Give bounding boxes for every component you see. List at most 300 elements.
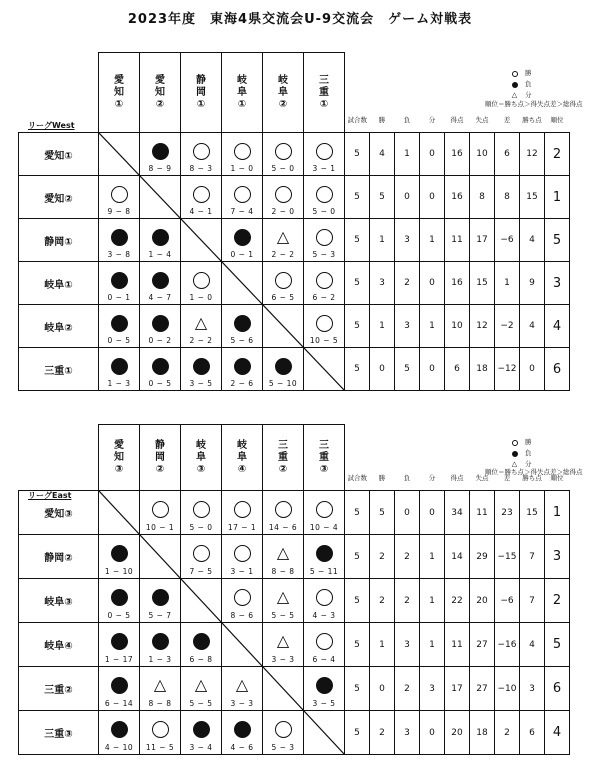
match-score: 10 − 5 — [309, 336, 339, 345]
league-title-east: リーグEast — [28, 491, 72, 500]
match-cell — [263, 491, 304, 535]
diagonal-stroke — [222, 262, 263, 305]
stat-header: 勝ち点 — [522, 116, 542, 124]
win-circle-icon — [316, 501, 333, 518]
stat-header: 得点 — [450, 116, 464, 124]
win-circle-icon — [275, 501, 292, 518]
column-header-team — [181, 425, 222, 491]
match-score: 1 − 0 — [189, 293, 213, 302]
stat-header: 順位 — [550, 116, 564, 124]
stat-cell: 10 — [445, 305, 470, 348]
diagonal-stroke — [263, 305, 304, 348]
match-score: 4 − 1 — [189, 207, 213, 216]
match-cell — [99, 305, 140, 348]
match-cell — [181, 262, 222, 305]
win-circle-icon — [193, 545, 210, 562]
diagonal-line — [263, 667, 304, 711]
stat-cell: 0 — [395, 176, 420, 219]
match-cell — [263, 623, 304, 667]
stat-cell: 15 — [520, 176, 545, 219]
column-header-team — [99, 53, 140, 133]
column-header-char: ① — [319, 98, 329, 110]
stat-cell: 7 — [520, 579, 545, 623]
match-score: 2 − 0 — [271, 207, 295, 216]
loss-dot-icon — [152, 358, 169, 375]
match-cell — [222, 535, 263, 579]
match-cell — [304, 535, 345, 579]
row-team-label: 三重③ — [19, 711, 99, 755]
stat-cell: 2 — [395, 535, 420, 579]
column-header-team — [222, 425, 263, 491]
rank-cell: 6 — [545, 667, 570, 711]
match-score: 5 − 7 — [148, 611, 172, 620]
diagonal-stroke — [140, 535, 181, 579]
stat-cell: 12 — [520, 133, 545, 176]
stat-header: 負 — [403, 116, 411, 124]
match-cell — [140, 262, 181, 305]
match-cell — [99, 579, 140, 623]
self-match-cell — [140, 535, 181, 579]
match-score: 5 − 0 — [312, 207, 336, 216]
diagonal-line — [181, 579, 222, 623]
match-cell — [181, 133, 222, 176]
stat-cell: 12 — [470, 305, 495, 348]
table-row — [19, 623, 570, 667]
stat-header: 負 — [403, 474, 411, 482]
match-score: 8 − 9 — [148, 164, 172, 173]
match-score: 5 − 0 — [271, 164, 295, 173]
stat-cell: 6 — [445, 348, 470, 391]
match-cell — [263, 535, 304, 579]
diagonal-line — [222, 262, 263, 305]
diagonal-stroke — [181, 579, 222, 623]
win-circle-icon — [152, 721, 169, 738]
match-score: 10 − 4 — [309, 523, 339, 532]
column-header-char: 岡 — [155, 451, 165, 463]
stat-cell: 17 — [445, 667, 470, 711]
stat-cell: 0 — [420, 133, 445, 176]
match-cell — [181, 711, 222, 755]
stat-header: 勝 — [378, 116, 386, 124]
match-cell — [140, 305, 181, 348]
loss-dot-icon — [234, 229, 251, 246]
match-cell — [181, 176, 222, 219]
match-cell — [222, 305, 263, 348]
match-score: 3 − 8 — [107, 250, 131, 259]
stat-cell: 4 — [520, 623, 545, 667]
match-cell — [181, 535, 222, 579]
stat-cell: 18 — [470, 348, 495, 391]
stat-cell: 5 — [345, 711, 370, 755]
column-header-char: 知 — [114, 86, 124, 98]
loss-dot-icon — [111, 633, 128, 650]
match-score: 5 − 3 — [271, 743, 295, 752]
legend-loss-label: 負 — [525, 449, 532, 457]
stat-cell: 0 — [370, 348, 395, 391]
draw-triangle-icon: △ — [153, 675, 167, 694]
match-cell — [99, 667, 140, 711]
self-match-cell — [99, 133, 140, 176]
match-score: 3 − 1 — [312, 164, 336, 173]
loss-dot-icon — [111, 589, 128, 606]
match-score: 14 − 6 — [268, 523, 298, 532]
stat-header: 得点 — [450, 474, 464, 482]
stat-header: 失点 — [475, 116, 489, 124]
win-circle-icon — [316, 272, 333, 289]
stat-cell: 27 — [470, 623, 495, 667]
table-row — [19, 491, 570, 535]
win-circle-icon — [275, 186, 292, 203]
stat-cell: 1 — [420, 579, 445, 623]
match-cell — [181, 491, 222, 535]
rank-cell: 5 — [545, 623, 570, 667]
table-row — [19, 579, 570, 623]
win-circle-icon — [316, 633, 333, 650]
stat-cell: 15 — [520, 491, 545, 535]
loss-dot-icon — [111, 229, 128, 246]
match-score: 0 − 1 — [107, 293, 131, 302]
stat-cell: 0 — [420, 176, 445, 219]
column-header-char: 岐 — [278, 74, 288, 86]
loss-dot-icon — [152, 229, 169, 246]
match-cell — [222, 348, 263, 391]
stat-cell: 0 — [520, 348, 545, 391]
diagonal-line — [304, 348, 345, 391]
match-cell — [222, 579, 263, 623]
stat-cell: −6 — [495, 219, 520, 262]
stat-cell: 6 — [520, 711, 545, 755]
win-circle-icon — [234, 545, 251, 562]
draw-triangle-icon: △ — [276, 631, 290, 650]
draw-triangle-icon: △ — [276, 543, 290, 562]
self-match-cell — [99, 491, 140, 535]
league-table-west — [18, 52, 570, 391]
stat-cell: 11 — [445, 219, 470, 262]
column-header-char: ③ — [114, 463, 124, 475]
match-cell — [140, 579, 181, 623]
match-score: 9 − 8 — [107, 207, 131, 216]
draw-triangle-icon: △ — [511, 91, 518, 99]
match-score: 6 − 14 — [104, 699, 134, 708]
column-header-char: 静 — [155, 439, 165, 451]
match-score: 1 − 4 — [148, 250, 172, 259]
column-header-team — [304, 53, 345, 133]
column-header-team — [304, 425, 345, 491]
match-score: 5 − 3 — [312, 250, 336, 259]
loss-dot-icon — [234, 315, 251, 332]
stat-cell: 0 — [420, 711, 445, 755]
draw-triangle-icon: △ — [511, 460, 518, 468]
stat-cell: 1 — [420, 219, 445, 262]
self-match-cell — [181, 219, 222, 262]
stat-cell: 1 — [420, 535, 445, 579]
diagonal-stroke — [99, 491, 140, 535]
match-cell — [99, 535, 140, 579]
stat-cell: 2 — [495, 711, 520, 755]
column-header-char: ② — [155, 463, 165, 475]
self-match-cell — [304, 348, 345, 391]
match-score: 0 − 5 — [107, 611, 131, 620]
loss-dot-icon — [316, 545, 333, 562]
match-cell — [140, 623, 181, 667]
row-team-label: 岐阜③ — [19, 579, 99, 623]
match-cell — [99, 262, 140, 305]
win-circle-icon — [193, 272, 210, 289]
match-score: 11 − 5 — [145, 743, 175, 752]
draw-triangle-icon: △ — [276, 587, 290, 606]
stat-cell: 5 — [345, 535, 370, 579]
loss-dot-icon — [275, 358, 292, 375]
match-cell — [140, 711, 181, 755]
match-cell — [140, 219, 181, 262]
row-team-label: 三重② — [19, 667, 99, 711]
match-score: 3 − 3 — [271, 655, 295, 664]
stat-cell: 0 — [420, 262, 445, 305]
legend-win-label: 勝 — [525, 438, 532, 446]
stat-cell: 1 — [495, 262, 520, 305]
column-header-char: 三 — [278, 439, 288, 451]
stat-cell: −2 — [495, 305, 520, 348]
self-match-cell — [263, 667, 304, 711]
stat-header: 試合数 — [347, 474, 367, 482]
rank-cell: 3 — [545, 535, 570, 579]
column-header-char: 三 — [319, 439, 329, 451]
column-header-char: ① — [114, 98, 124, 110]
row-team-label: 静岡② — [19, 535, 99, 579]
table-row — [19, 176, 570, 219]
win-circle-icon — [234, 143, 251, 160]
diagonal-stroke — [304, 711, 345, 755]
corner-cell — [19, 425, 99, 491]
table-row — [19, 133, 570, 176]
match-cell — [222, 219, 263, 262]
row-team-label: 静岡① — [19, 219, 99, 262]
loss-dot-icon — [111, 315, 128, 332]
match-score: 8 − 3 — [189, 164, 213, 173]
stat-cell: 4 — [370, 133, 395, 176]
match-score: 8 − 8 — [271, 567, 295, 576]
stat-cell: 4 — [520, 305, 545, 348]
stat-cell: 18 — [470, 711, 495, 755]
table-row — [19, 219, 570, 262]
stat-cell: 2 — [370, 711, 395, 755]
stat-cell: 27 — [470, 667, 495, 711]
table-row — [19, 711, 570, 755]
diagonal-line — [222, 623, 263, 667]
stat-cell: −6 — [495, 579, 520, 623]
stat-cell: 14 — [445, 535, 470, 579]
page-title: 2023年度 東海4県交流会U-9交流会 ゲーム対戦表 — [127, 12, 473, 27]
match-cell — [304, 176, 345, 219]
corner-cell — [19, 53, 99, 133]
self-match-cell — [263, 305, 304, 348]
loss-dot-icon — [316, 677, 333, 694]
stat-cell: 29 — [470, 535, 495, 579]
win-circle-icon — [275, 272, 292, 289]
diagonal-stroke — [304, 348, 345, 391]
stat-cell: 1 — [370, 305, 395, 348]
diagonal-line — [99, 491, 140, 535]
match-cell — [304, 219, 345, 262]
stat-cell: 5 — [345, 133, 370, 176]
match-score: 6 − 5 — [271, 293, 295, 302]
row-team-label: 岐阜② — [19, 305, 99, 348]
match-score: 6 − 4 — [312, 655, 336, 664]
column-header-char: 三 — [319, 74, 329, 86]
legend-draw-label: 分 — [525, 91, 532, 99]
row-team-label: 岐阜① — [19, 262, 99, 305]
stat-cell: 5 — [345, 348, 370, 391]
loss-dot-icon — [193, 633, 210, 650]
stat-cell: 8 — [495, 176, 520, 219]
column-header-team — [99, 425, 140, 491]
rank-cell: 4 — [545, 711, 570, 755]
self-match-cell — [304, 711, 345, 755]
match-cell — [140, 491, 181, 535]
match-cell — [181, 667, 222, 711]
match-cell — [222, 176, 263, 219]
stat-cell: 15 — [470, 262, 495, 305]
match-cell — [263, 262, 304, 305]
win-circle-icon — [275, 721, 292, 738]
match-score: 7 − 5 — [189, 567, 213, 576]
stat-cell: 3 — [520, 667, 545, 711]
match-cell — [181, 305, 222, 348]
stat-cell: 5 — [370, 491, 395, 535]
stat-cell: 16 — [445, 262, 470, 305]
loss-dot-icon — [193, 358, 210, 375]
column-header-team — [222, 53, 263, 133]
stat-cell: 22 — [445, 579, 470, 623]
stat-cell: −15 — [495, 535, 520, 579]
rank-cell: 5 — [545, 219, 570, 262]
loss-dot-icon — [111, 677, 128, 694]
draw-triangle-icon: △ — [194, 313, 208, 332]
column-header-char: 重 — [319, 86, 329, 98]
loss-dot-icon — [111, 721, 128, 738]
legend-win-label: 勝 — [525, 69, 532, 77]
stat-cell: 5 — [345, 219, 370, 262]
match-score: 8 − 6 — [230, 611, 254, 620]
league-title-west: リーグWest — [28, 121, 75, 130]
match-cell — [99, 176, 140, 219]
self-match-cell — [222, 623, 263, 667]
match-score: 4 − 10 — [104, 743, 134, 752]
match-score: 3 − 3 — [230, 699, 254, 708]
rank-cell: 2 — [545, 133, 570, 176]
stat-cell: 10 — [470, 133, 495, 176]
stat-cell: 5 — [345, 491, 370, 535]
stat-cell: 1 — [420, 623, 445, 667]
stat-cell: 9 — [520, 262, 545, 305]
stat-cell: 8 — [470, 176, 495, 219]
stat-header: 試合数 — [347, 116, 367, 124]
match-cell — [140, 133, 181, 176]
match-score: 5 − 6 — [230, 336, 254, 345]
stat-header: 分 — [428, 116, 436, 124]
stat-header: 勝ち点 — [522, 474, 542, 482]
diagonal-stroke — [181, 219, 222, 262]
legend-draw-label: 分 — [525, 460, 532, 468]
stat-header: 差 — [503, 116, 511, 124]
ranking-note-west: 順位＝勝ち点＞得失点差＞総得点 — [485, 100, 583, 108]
match-score: 17 − 1 — [227, 523, 257, 532]
stat-cell: 0 — [420, 491, 445, 535]
diagonal-line — [140, 535, 181, 579]
diagonal-line — [99, 133, 140, 176]
stat-cell: 34 — [445, 491, 470, 535]
stat-cell: 16 — [445, 176, 470, 219]
loss-dot-icon — [234, 721, 251, 738]
match-cell — [140, 667, 181, 711]
match-score: 3 − 4 — [189, 743, 213, 752]
column-header-char: 静 — [196, 74, 206, 86]
match-score: 0 − 5 — [107, 336, 131, 345]
self-match-cell — [181, 579, 222, 623]
diagonal-line — [263, 305, 304, 348]
match-score: 1 − 3 — [148, 655, 172, 664]
match-cell — [304, 262, 345, 305]
match-score: 2 − 2 — [189, 336, 213, 345]
column-header-char: 阜 — [237, 451, 247, 463]
column-header-char: 岐 — [196, 439, 206, 451]
rank-cell: 4 — [545, 305, 570, 348]
match-score: 10 − 1 — [145, 523, 175, 532]
stat-cell: 7 — [520, 535, 545, 579]
match-score: 7 − 4 — [230, 207, 254, 216]
stat-cell: 2 — [395, 262, 420, 305]
stat-cell: 11 — [445, 623, 470, 667]
column-header-char: 重 — [278, 451, 288, 463]
win-circle-icon — [152, 501, 169, 518]
column-header-team — [263, 425, 304, 491]
rank-cell: 1 — [545, 176, 570, 219]
stat-cell: 0 — [420, 348, 445, 391]
match-cell — [99, 348, 140, 391]
match-score: 5 − 5 — [271, 611, 295, 620]
stat-header: 失点 — [475, 474, 489, 482]
stat-cell: 5 — [370, 176, 395, 219]
match-cell — [222, 491, 263, 535]
loss-dot-icon — [152, 589, 169, 606]
stat-cell: 0 — [395, 491, 420, 535]
win-circle-icon — [316, 315, 333, 332]
match-score: 8 − 8 — [148, 699, 172, 708]
loss-dot-icon — [111, 358, 128, 375]
stat-cell: 3 — [370, 262, 395, 305]
win-circle-icon — [234, 501, 251, 518]
match-cell — [304, 133, 345, 176]
table-row — [19, 667, 570, 711]
match-score: 3 − 1 — [230, 567, 254, 576]
match-score: 6 − 8 — [189, 655, 213, 664]
column-header-char: 岐 — [237, 439, 247, 451]
stat-cell: 5 — [345, 623, 370, 667]
win-circle-icon — [193, 143, 210, 160]
loss-dot-icon — [193, 721, 210, 738]
rank-cell: 2 — [545, 579, 570, 623]
match-score: 5 − 5 — [189, 699, 213, 708]
diagonal-stroke — [140, 176, 181, 219]
column-header-char: 愛 — [114, 439, 124, 451]
column-header-char: ④ — [237, 463, 247, 475]
match-cell — [304, 491, 345, 535]
win-circle-icon — [316, 589, 333, 606]
column-header-char: 愛 — [155, 74, 165, 86]
stat-cell: 3 — [395, 305, 420, 348]
match-cell — [304, 623, 345, 667]
win-circle-icon — [193, 186, 210, 203]
